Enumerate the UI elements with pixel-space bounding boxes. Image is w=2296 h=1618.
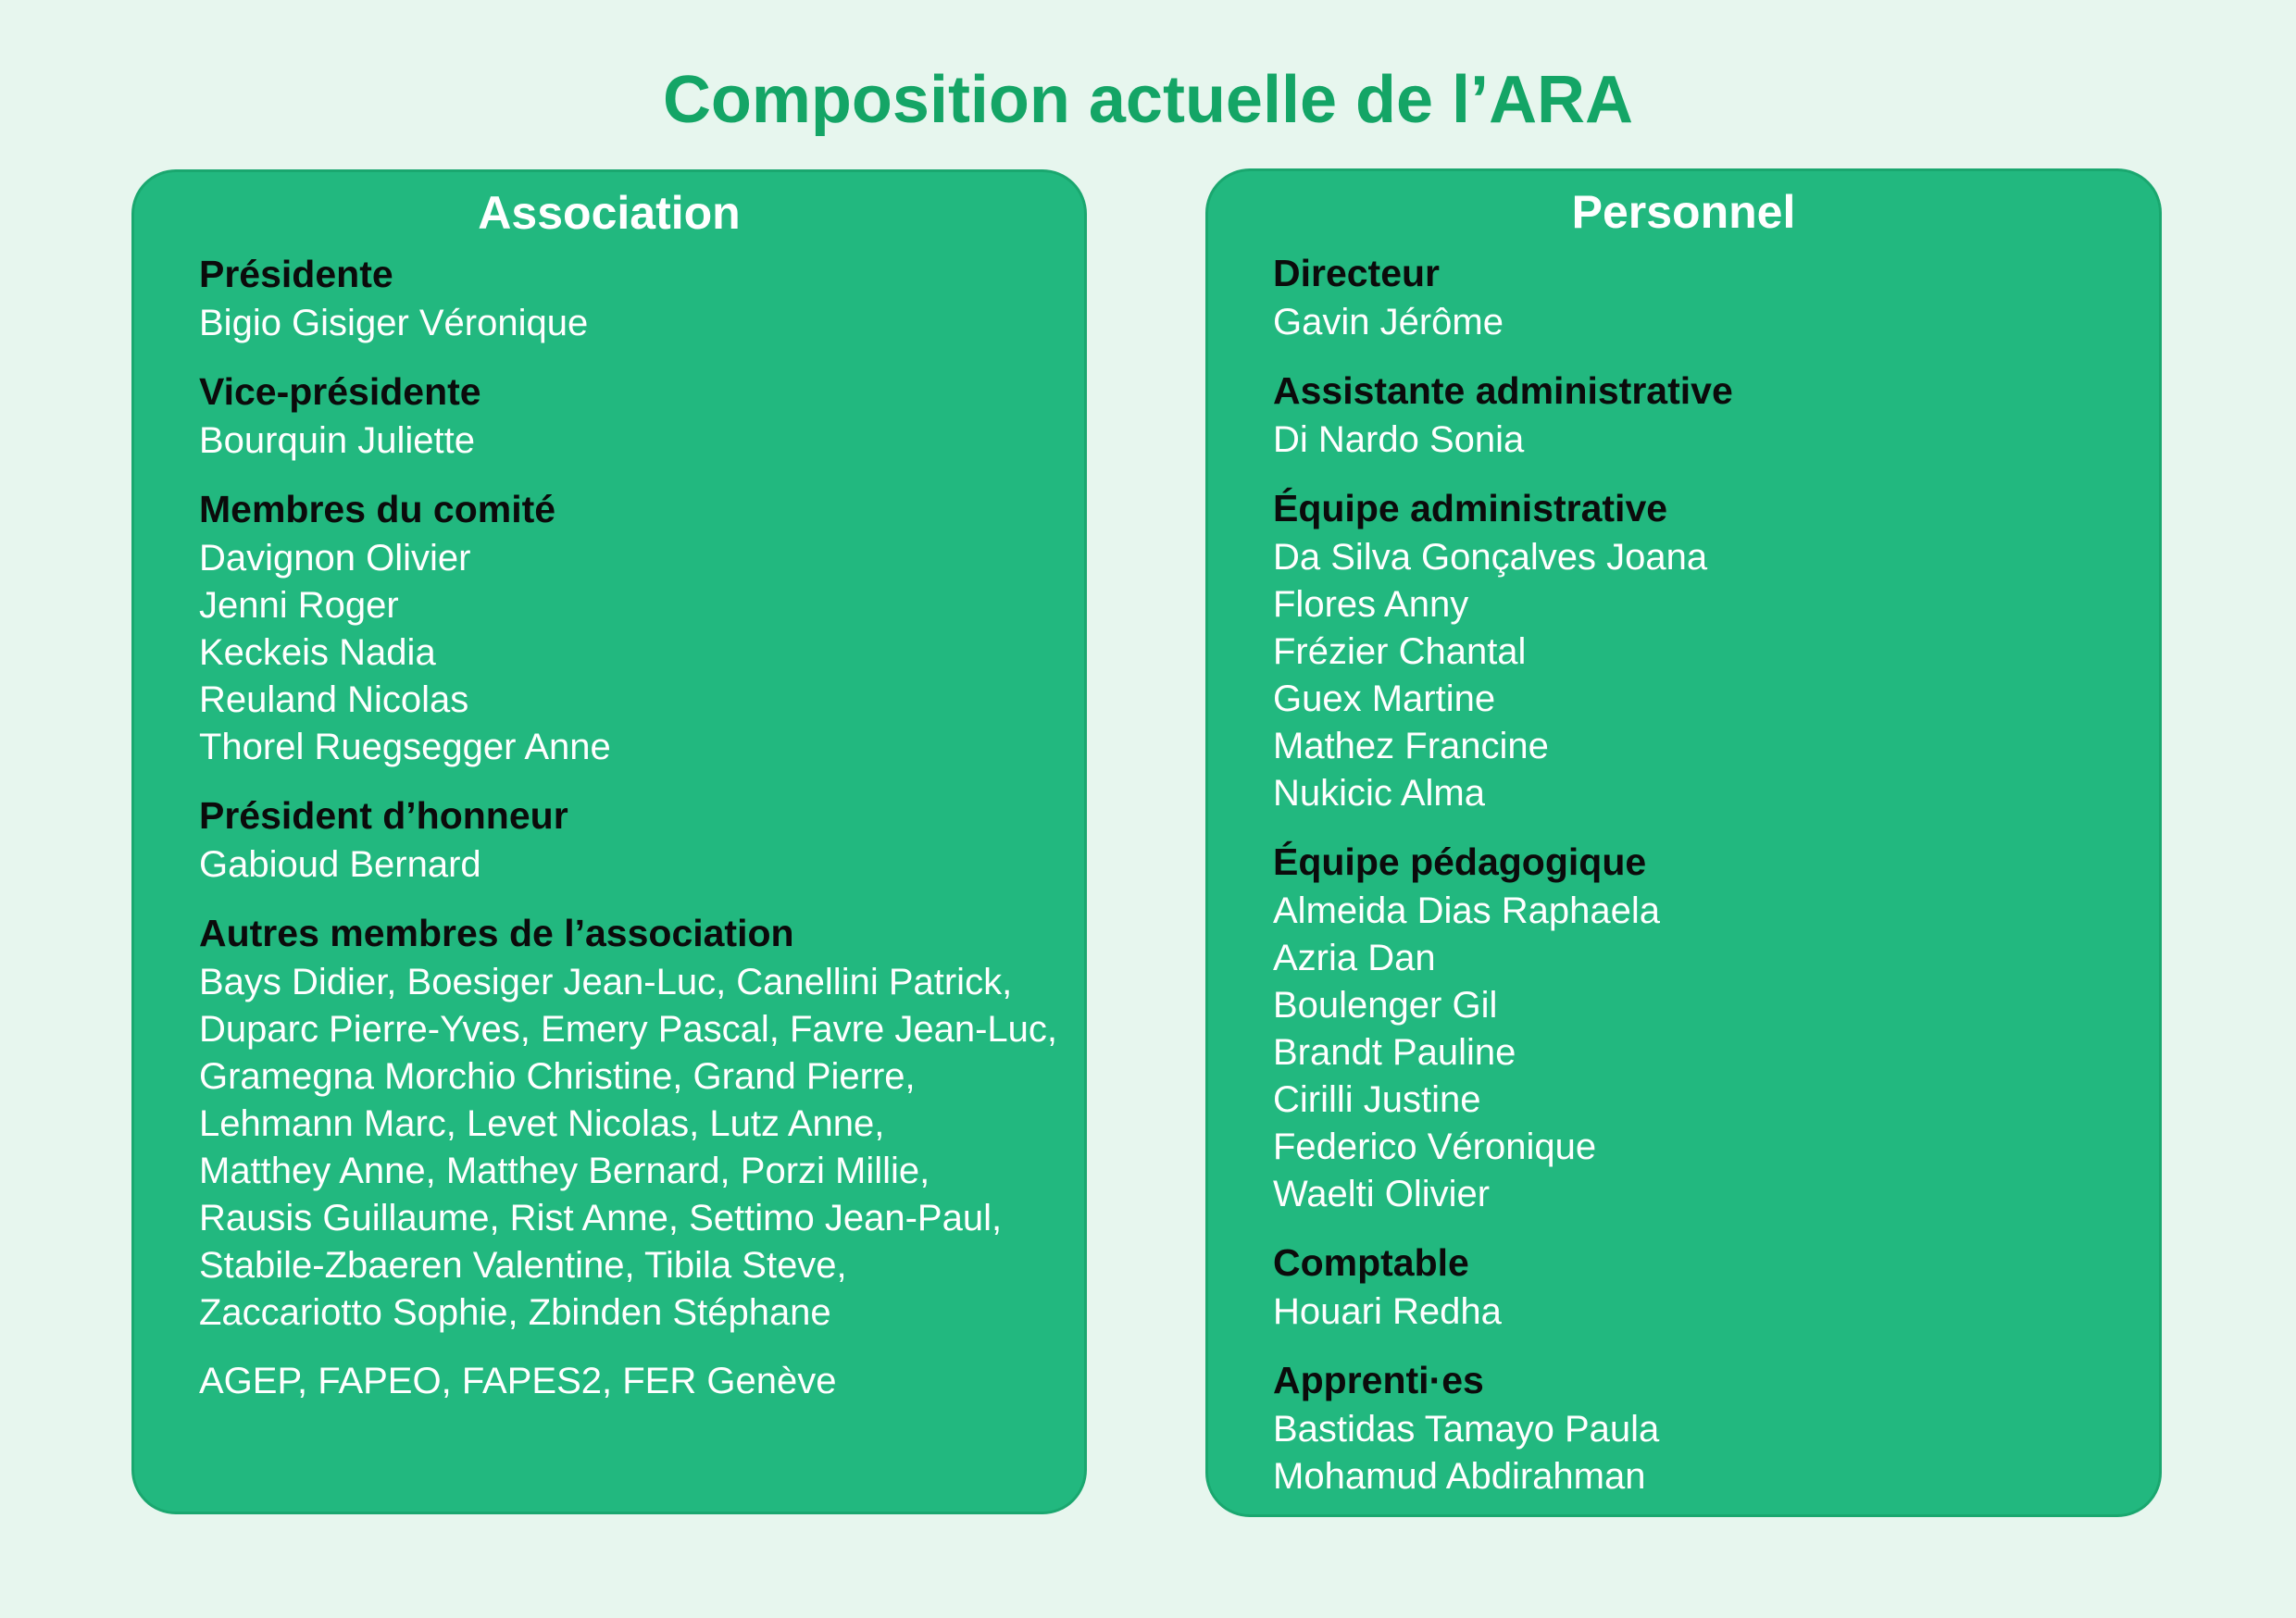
group-label: Directeur (1273, 252, 1441, 294)
member-list-line: Duparc Pierre-Yves, Emery Pascal, Favre Jean-Luc, (199, 1009, 1058, 1050)
group-label: Autres membres de l’association (199, 912, 794, 954)
page-title: Composition actuelle de l’ARA (662, 63, 1634, 137)
member-name: Flores Anny (1273, 584, 1469, 625)
member-list-line: Stabile-Zbaeren Valentine, Tibila Steve, (199, 1245, 847, 1286)
member-name: Thorel Ruegsegger Anne (199, 727, 611, 767)
personnel-panel (1205, 168, 2162, 1517)
member-name: Mohamud Abdirahman (1273, 1456, 1646, 1497)
member-list-line: Lehmann Marc, Levet Nicolas, Lutz Anne, (199, 1103, 885, 1144)
group-administrative-team (1208, 482, 2159, 817)
group-honorary-president (134, 790, 1084, 889)
group-committee-members (134, 483, 1084, 771)
member-name: Gabioud Bernard (199, 844, 481, 885)
member-list-line: Rausis Guillaume, Rist Anne, Settimo Jean-Paul, (199, 1198, 1003, 1238)
member-name: Waelti Olivier (1273, 1174, 1491, 1214)
member-name: Keckeis Nadia (199, 632, 436, 673)
member-name: Cirilli Justine (1273, 1079, 1481, 1120)
association-panel (131, 169, 1087, 1514)
group-other-members (134, 907, 1084, 1337)
member-name: Brandt Pauline (1273, 1032, 1516, 1073)
group-vice-president (134, 366, 1084, 465)
group-label: Membres du comité (199, 488, 556, 530)
member-list-line: Matthey Anne, Matthey Bernard, Porzi Millie, (199, 1151, 930, 1191)
group-accountant (1208, 1237, 2159, 1336)
member-name: Mathez Francine (1273, 726, 1549, 766)
member-list-line: Bays Didier, Boesiger Jean-Luc, Canellini Patrick, (199, 962, 1013, 1002)
member-name: Bigio Gisiger Véronique (199, 303, 589, 343)
member-name: Houari Redha (1273, 1291, 1502, 1332)
group-teaching-team (1208, 836, 2159, 1218)
member-name: Di Nardo Sonia (1273, 419, 1525, 460)
personnel-heading: Personnel (1571, 186, 1796, 238)
member-list-line: Gramegna Morchio Christine, Grand Pierre, (199, 1056, 916, 1097)
member-name: Boulenger Gil (1273, 985, 1498, 1026)
member-organizations-note: AGEP, FAPEO, FAPES2, FER Genève (199, 1361, 837, 1401)
member-name: Jenni Roger (199, 585, 399, 626)
group-label: Équipe pédagogique (1273, 840, 1647, 883)
group-label: Assistante administrative (1273, 369, 1733, 412)
member-name: Da Silva Gonçalves Joana (1273, 537, 1708, 578)
member-name: Gavin Jérôme (1273, 302, 1504, 342)
group-label: Comptable (1273, 1241, 1469, 1284)
member-list-line: Zaccariotto Sophie, Zbinden Stéphane (199, 1292, 831, 1333)
member-name: Almeida Dias Raphaela (1273, 890, 1661, 931)
member-name: Azria Dan (1273, 938, 1436, 978)
group-apprentices (1208, 1354, 2159, 1500)
association-heading: Association (478, 187, 741, 239)
member-name: Guex Martine (1273, 678, 1496, 719)
group-label: Présidente (199, 253, 393, 295)
group-director (1208, 247, 2159, 346)
member-name: Nukicic Alma (1273, 773, 1485, 814)
group-label: Apprenti·es (1273, 1359, 1484, 1401)
group-label: Équipe administrative (1273, 487, 1668, 529)
member-name: Bastidas Tamayo Paula (1273, 1409, 1660, 1450)
member-name: Reuland Nicolas (199, 679, 469, 720)
member-name: Bourquin Juliette (199, 420, 475, 461)
group-label: Président d’honneur (199, 794, 568, 837)
member-name: Davignon Olivier (199, 538, 471, 579)
group-administrative-assistant (1208, 365, 2159, 464)
group-president (134, 248, 1084, 347)
group-label: Vice-présidente (199, 370, 481, 413)
member-name: Federico Véronique (1273, 1126, 1597, 1167)
member-name: Frézier Chantal (1273, 631, 1527, 672)
